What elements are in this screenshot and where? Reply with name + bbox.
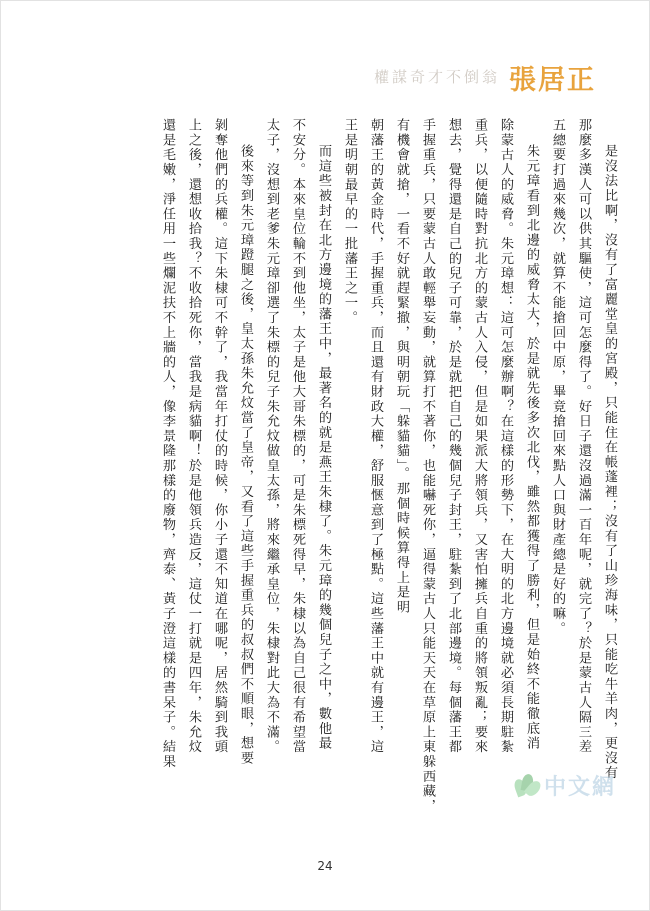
page-number: 24 [317,859,333,873]
text-column: 手握重兵，只要蒙古人敢輕舉妄動，就算打不著你，也能嚇死你，逼得蒙古人只能天天在草原上東躲西藏，有機會就搶，一看不好就趕緊撤，與明朝玩「躲貓貓」。那個時候算得上是明 [394,118,435,814]
header-subtitle: 權謀奇才不倒翁 [373,68,500,86]
text-column: 剝奪他們的兵權。這下朱棣可不幹了，我當年打仗的時候，你小子還不知道在哪呢，居然騎到我頭 [212,118,227,755]
text-column: 是沒法比啊，沒有了富麗堂皇的宮殿，只能住在帳蓬裡；沒有了山珍海味，只能吃牛羊肉，更沒有 [602,144,617,781]
text-column: 還是毛嫩，淨任用一些爛泥扶不上牆的人，像李景隆那樣的廢物，齊泰、黃子澄這樣的書呆子。結果 [160,118,175,770]
text-column: 想去，覺得還是自己的兒子可靠，於是就把自己的幾個兒子封王，駐紮到了北部邊境。每個藩王都 [446,118,461,755]
text-column: 太子，沒想到老爹朱元璋卻選了朱標的兒子朱允炆做皇太孫，將來繼承皇位，朱棣對此大為不滿。 [264,118,279,755]
text-column: 上之後，還想收拾我？不收拾死你，當我是病貓啊！於是他領兵造反，這仗一打就是四年，朱允炆 [186,118,201,755]
watermark-text: 中文網 [543,774,616,800]
text-column: 朱元璋看到北邊的威脅太大，於是就先後多次北伐，雖然都獲得了勝利，但是始終不能徹底消 [524,144,539,751]
text-column: 不安分。本來皇位輪不到他坐，太子是他大哥朱標的，可是朱標死得早，朱棣以為自己很有希望當 [290,118,305,755]
page-header [0,52,650,104]
text-column: 後來等到朱元璋蹬腿之後，皇太孫朱允炆當了皇帝，又看了這些手握重兵的叔叔們不順眼，想要 [238,144,253,766]
book-title: 張居正 [509,65,596,96]
text-column: 那麼多漢人可以供其驅使，這可怎麼得了。好日子還沒過滿一百年呢，就完了？於是蒙古人隔三差 [576,118,591,755]
text-column: 重兵，以便隨時對抗北方的蒙古人入侵，但是如果派大將領兵，又害怕擁兵自重的將領叛亂；要來 [472,118,487,755]
text-column: 五總要打過來幾次，就算不能搶回中原，畢竟搶回來點人口與財產總是好的嘛。 [550,118,565,636]
text-column: 而這些被封在北方邊境的藩王中，最著名的就是燕王朱棣了。朱元璋的幾個兒子之中，數他最 [316,144,331,751]
text-columns [30,118,622,818]
text-column: 王是明朝最早的一批藩王之一。 [342,118,357,326]
text-column: 除蒙古人的威脅。朱元璋想：這可怎麼辦啊？在這樣的形勢下，在大明的北方邊境就必須長期駐紮 [498,118,513,755]
body-text-area [30,118,622,818]
text-column: 朝藩王的黃金時代，手握重兵，而且還有財政大權，舒服愜意到了極點。這些藩王中就有邊王，這 [368,118,383,755]
